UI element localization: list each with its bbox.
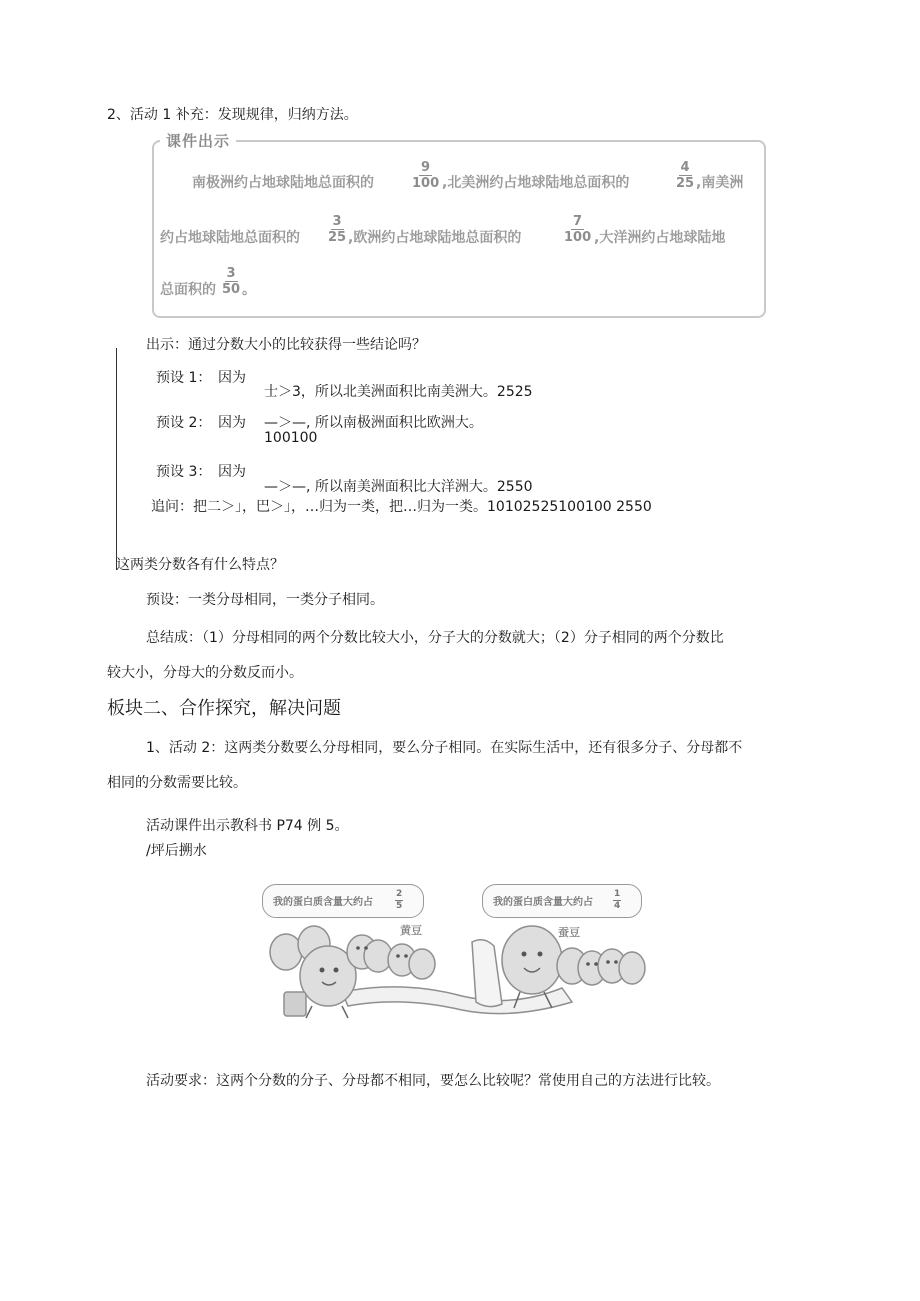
- courseware-line1-a: 南极洲约占地球陆地总面积的: [192, 175, 374, 191]
- beans-illustration: [262, 884, 662, 1024]
- fraction-3-50: $\frac{3}{50}$: [222, 266, 241, 297]
- preset-1-label: 预设 1：: [156, 370, 212, 386]
- courseware-line2-c: ,大洋洲约占地球陆地: [594, 230, 726, 246]
- activity-requirement: 活动要求：这两个分数的分子、分母都不相同，要怎么比较呢？常使用自己的方法进行比较。: [146, 1073, 720, 1089]
- right-bean-name: 蚕豆: [558, 926, 580, 939]
- preset-3-because: 因为: [218, 464, 246, 480]
- activity2-line-1: 1、活动 2：这两类分数要么分母相同，要么分子相同。在实际生活中，还有很多分子、分母都不: [146, 740, 743, 756]
- speech-bubble-right: 我的蛋白质含量大约占 $\frac{1}{4}$: [482, 884, 642, 918]
- preset-answer: 预设：一类分母相同，一类分子相同。: [146, 592, 384, 608]
- textbook-reference: 活动课件出示教科书 P74 例 5。: [146, 818, 349, 834]
- fraction-7-100: $\frac{7}{100}$: [564, 214, 592, 245]
- courseware-line2-b: ,欧洲约占地球陆地总面积的: [348, 230, 522, 246]
- bubble-right-fraction: $\frac{1}{4}$: [614, 889, 621, 911]
- vertical-divider: [116, 348, 117, 570]
- preset-2-text: —＞—, 所以南极洲面积比欧洲大。: [264, 415, 483, 431]
- courseware-line2-a: 约占地球陆地总面积的: [160, 230, 300, 246]
- fraction-9-100: $\frac{9}{100}$: [412, 160, 440, 191]
- garbled-line: /坪后搠水: [146, 843, 207, 859]
- courseware-line3-a: 总面积的: [160, 282, 216, 298]
- preset-2-extra: 100100: [264, 430, 318, 446]
- preset-1-because: 因为: [218, 370, 246, 386]
- preset-3-text: —＞—, 所以南美洲面积比大洋洲大。2550: [264, 479, 533, 495]
- courseware-line3-b: 。: [242, 282, 256, 298]
- left-bean-name: 黄豆: [400, 924, 422, 937]
- activity2-line-2: 相同的分数需要比较。: [107, 775, 247, 791]
- follow-up-text: 追问：把二＞」，巴＞」，…归为一类，把…归为一类。10102525100100 2550: [151, 499, 652, 515]
- courseware-line1-b: ,北美洲约占地球陆地总面积的: [442, 175, 630, 191]
- courseware-title: 课件出示: [160, 130, 236, 151]
- summary-line-2: 较大小，分母大的分数反而小。: [107, 665, 303, 681]
- question-text: 出示：通过分数大小的比较获得一些结论吗？: [146, 337, 426, 353]
- preset-1-text: 士＞3，所以北美洲面积比南美洲大。2525: [264, 384, 533, 400]
- preset-3-label: 预设 3：: [156, 464, 212, 480]
- beans-drawing: [262, 884, 662, 1024]
- feature-question: 这两类分数各有什么特点？: [116, 557, 284, 573]
- preset-2-label: 预设 2：: [156, 415, 212, 431]
- fraction-3-25: $\frac{3}{25}$: [328, 214, 347, 245]
- bubble-left-fraction: $\frac{2}{5}$: [396, 889, 403, 911]
- section-heading: 2、活动 1 补充：发现规律，归纳方法。: [107, 107, 358, 123]
- summary-line-1: 总结成：（1）分母相同的两个分数比较大小，分子大的分数就大；（2）分子相同的两个分数比: [146, 630, 724, 646]
- speech-bubble-left: 我的蛋白质含量大约占 $\frac{2}{5}$: [262, 884, 424, 918]
- preset-2-because: 因为: [218, 415, 246, 431]
- fraction-4-25: $\frac{4}{25}$: [676, 160, 695, 191]
- courseware-line1-c: ,南美洲: [696, 175, 744, 191]
- block-heading: 板块二、合作探究，解决问题: [107, 698, 341, 719]
